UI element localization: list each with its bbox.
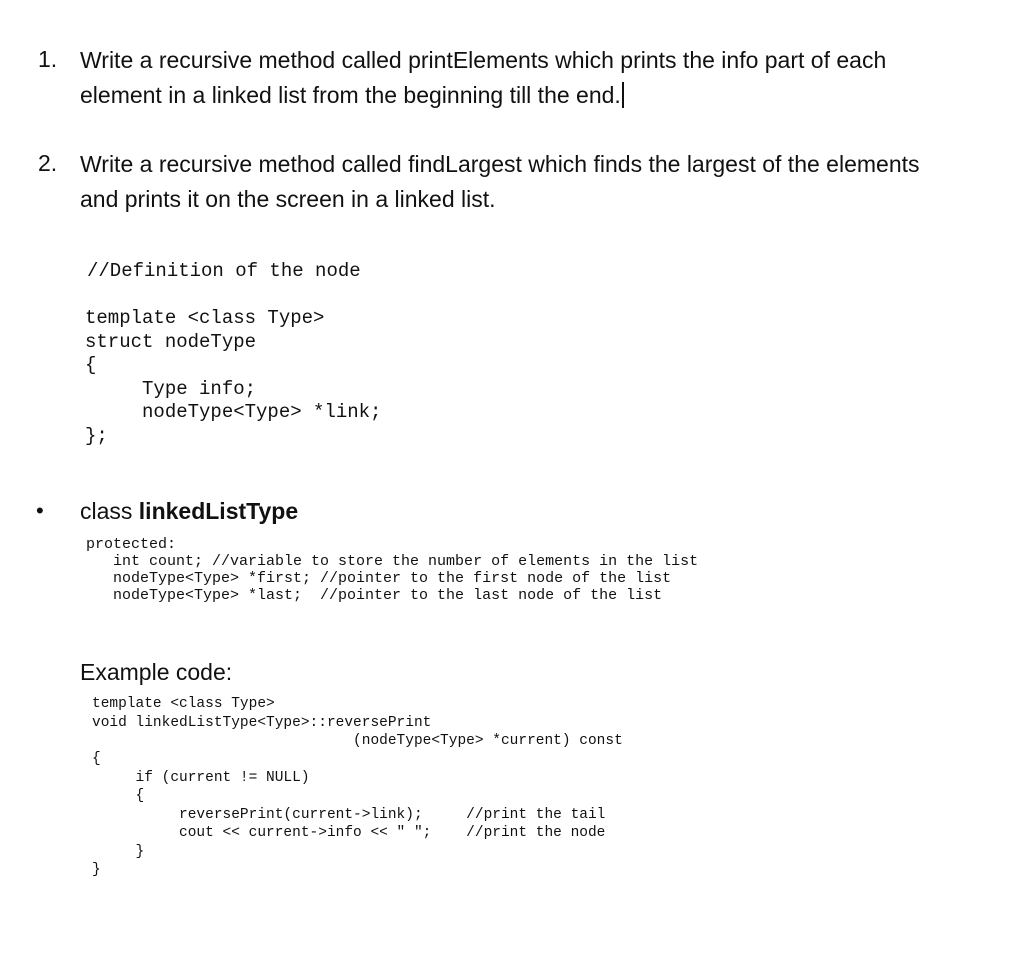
bullet-point: • xyxy=(36,498,44,523)
code-line: template <class Type> xyxy=(92,696,275,712)
class-heading xyxy=(80,498,298,525)
class-heading-name: linkedListType xyxy=(138,498,299,524)
code-line: reversePrint(current->link); //print the tail xyxy=(92,806,606,823)
code-line: { xyxy=(92,751,101,767)
text-cursor xyxy=(622,82,624,108)
code-line: cout << current->info << " "; //print the node xyxy=(92,825,606,841)
code-line: } xyxy=(92,862,101,878)
class-members-code xyxy=(86,536,698,604)
example-header-code xyxy=(92,695,623,751)
code-line: int count; //variable to store the number of elements in the list xyxy=(86,553,699,570)
example-heading: Example code: xyxy=(80,659,233,685)
code-line: { xyxy=(92,788,145,804)
question-1-line-2: element in a linked list from the beginning till the end. xyxy=(80,82,621,108)
code-line: { xyxy=(85,354,97,376)
class-heading-prefix: class xyxy=(80,498,139,524)
code-line: protected: xyxy=(86,536,177,553)
question-1-number: 1. xyxy=(38,46,58,72)
question-1-line-1: Write a recursive method called printElements which prints the info part of each xyxy=(80,47,887,73)
node-definition-comment: //Definition of the node xyxy=(87,260,361,282)
code-line: nodeType<Type> *first; //pointer to the first node of the list xyxy=(86,570,672,587)
code-line: struct nodeType xyxy=(85,330,257,353)
question-1-text xyxy=(80,43,886,113)
code-line: }; xyxy=(85,424,108,447)
code-line: (nodeType<Type> *current) const xyxy=(92,733,623,749)
question-2-line-1: Write a recursive method called findLargest which finds the largest of the elements xyxy=(80,151,920,177)
code-line: nodeType<Type> *link; xyxy=(85,401,382,423)
code-line: } xyxy=(92,843,145,860)
question-2-line-2: and prints it on the screen in a linked list. xyxy=(80,186,496,212)
code-line: if (current != NULL) xyxy=(92,769,310,786)
question-2-text xyxy=(80,147,920,217)
code-line: template <class Type> xyxy=(85,307,325,329)
question-2-number: 2. xyxy=(38,150,58,176)
code-line: nodeType<Type> *last; //pointer to the last node of the list xyxy=(86,587,663,604)
code-line: Type info; xyxy=(85,377,257,400)
node-definition-code xyxy=(85,307,381,448)
code-line: void linkedListType<Type>::reversePrint xyxy=(92,714,432,731)
example-body-code xyxy=(92,750,605,880)
